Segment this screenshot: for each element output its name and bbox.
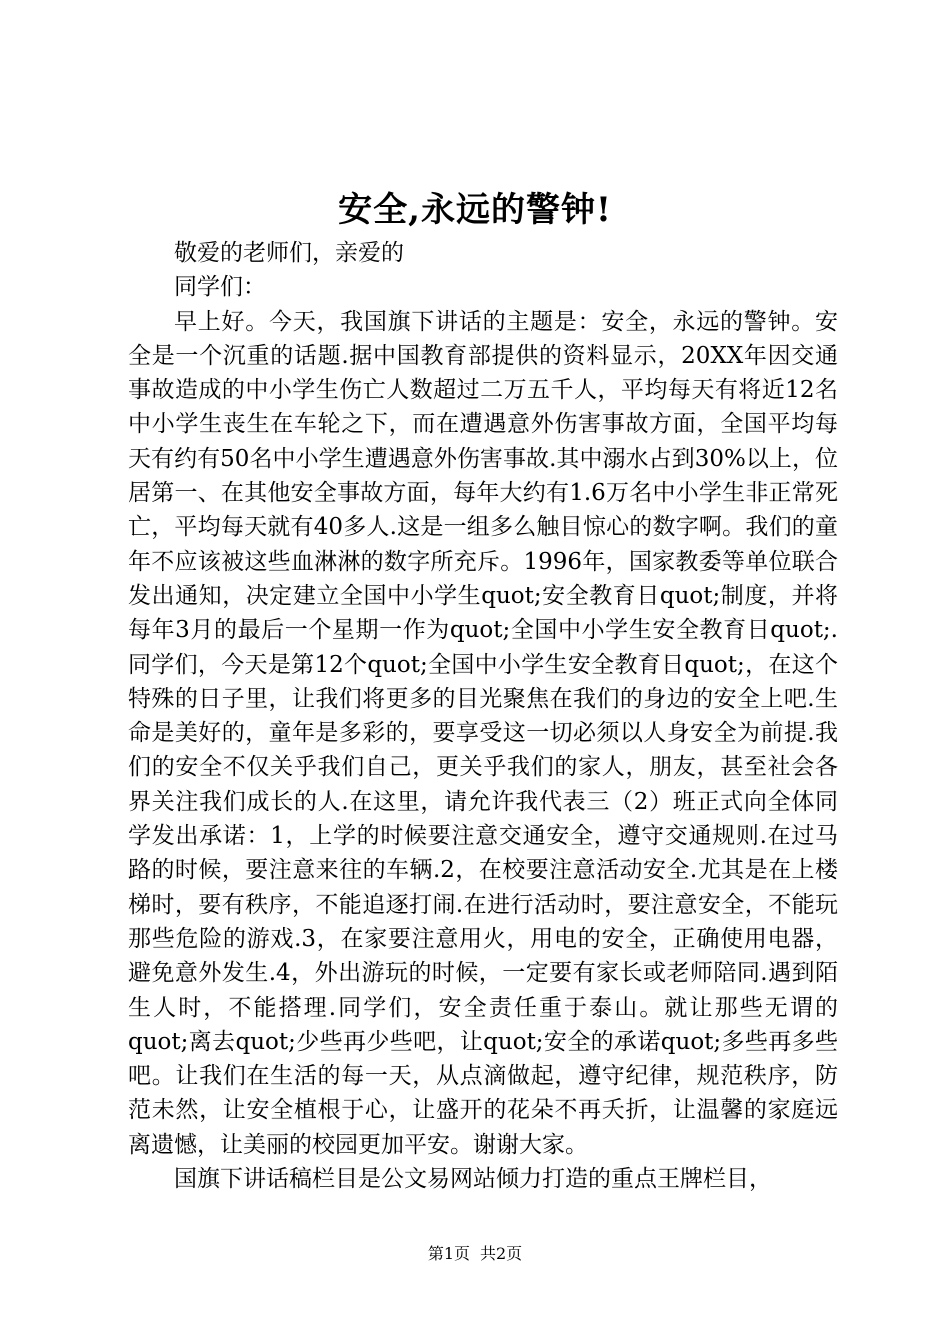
column-note-paragraph: 国旗下讲话稿栏目是公文易网站倾力打造的重点王牌栏目， xyxy=(174,1166,772,1193)
salutation-line-1: 敬爱的老师们，亲爱的 xyxy=(174,240,404,266)
page-footer xyxy=(0,1243,950,1265)
document-body xyxy=(128,236,838,1196)
document-title: 安全,永远的警钟! xyxy=(338,190,612,230)
speech-paragraph: 早上好。今天，我国旗下讲话的主题是：安全，永远的警钟。安全是一个沉重的话题.据中国教育部提供的资料显示，20XX年因交通事故造成的中小学生伤亡人数超过二万五千人，平均每天有将近12名中小学生丧生在车轮之下，而在遭遇意外伤害事故方面，全国平均每天有约有50名中小学生遭遇意外伤害事故.其中溺水占到30%以上，位居第一、在其他安全事故方面，每年大约有1.6万名中小学生非正常死亡，平均每天就有40多人.这是一组多么触目惊心的数字啊。我们的童年不应该被这些血淋淋的数字所充斥。1996年，国家教委等单位联合发出通知，决定建立全国中小学生quot;安全教育日quot;制度，并将每年3月的最后一个星期一作为quot;全国中小学生安全教育日quot;.同学们，今天是第12个quot;全国中小学生安全教育日quot;，在这个特殊的日子里，让我们将更多的目光聚焦在我们的身边的安全上吧.生命是美好的，童年是多彩的，要享受这一切必须以人身安全为前提.我们的安全不仅关乎我们自己，更关乎我们的家人，朋友，甚至社会各界关注我们成长的人.在这里，请允许我代表三（2）班正式向全体同学发出承诺：1，上学的时候要注意交通安全，遵守交通规则.在过马路的时候，要注意来往的车辆.2，在校要注意活动安全.尤其是在上楼梯时，要有秩序，不能追逐打闹.在进行活动时，要注意安全，不能玩那些危险的游戏.3，在家要注意用火，用电的安全，正确使用电器，避免意外发生.4，外出游玩的时候，一定要有家长或老师陪同.遇到陌生人时，不能搭理.同学们，安全责任重于泰山。就让那些无谓的quot;离去quot;少些再少些吧，让quot;安全的承诺quot;多些再多些吧。让我们在生活的每一天，从点滴做起，遵守纪律，规范秩序，防范未然，让安全植根于心，让盛开的花朵不再夭折，让温馨的家庭远离遗憾，让美丽的校园更加平安。谢谢大家。 xyxy=(128,308,838,1158)
page-number: 第1页 xyxy=(427,1244,470,1263)
salutation-line-2: 同学们： xyxy=(174,274,266,301)
page-total: 共2页 xyxy=(480,1244,523,1263)
